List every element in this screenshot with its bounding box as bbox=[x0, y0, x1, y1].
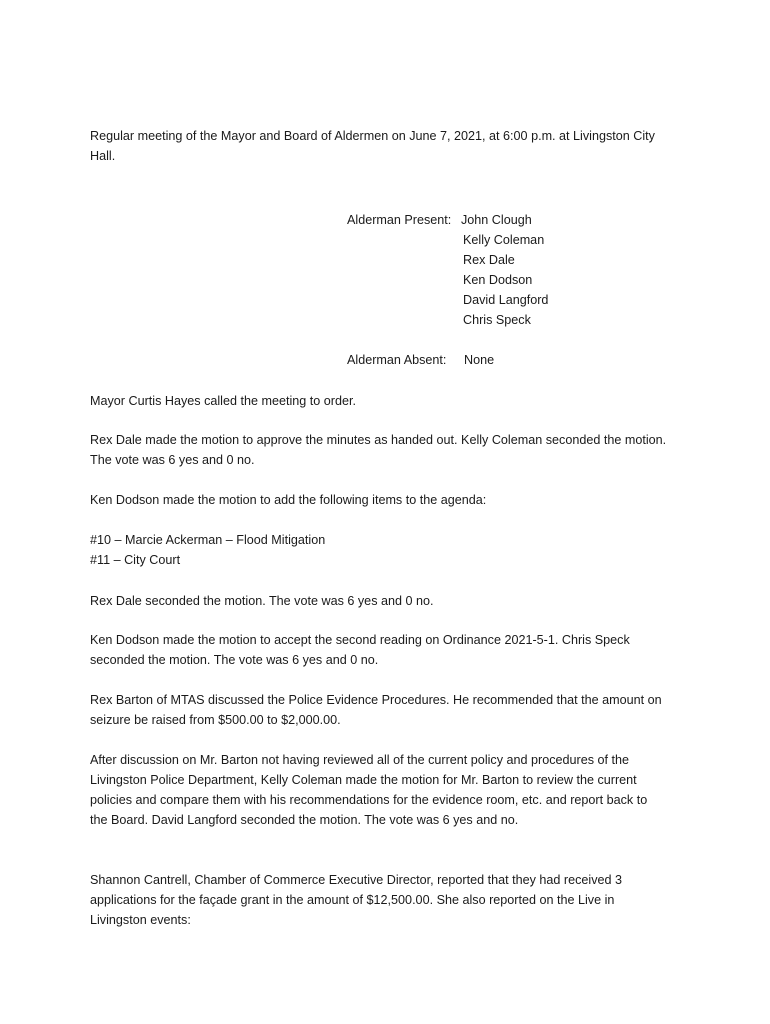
paragraph-call-to-order bbox=[90, 391, 690, 411]
heading-line: Regular meeting of the Mayor and Board of Aldermen on June 7, 2021, at 6:00 p.m. at Livingston City bbox=[90, 129, 655, 143]
text-line: Shannon Cantrell, Chamber of Commerce Executive Director, reported that they had received 3 bbox=[90, 873, 623, 887]
paragraph-minutes bbox=[90, 430, 690, 470]
text-line: The vote was 6 yes and 0 no. bbox=[90, 453, 255, 467]
text-line: seizure be raised from $500.00 to $2,000.00. bbox=[90, 713, 341, 727]
text-line: Rex Dale seconded the motion. The vote was 6 yes and 0 no. bbox=[90, 594, 434, 608]
text-line: Livingston Police Department, Kelly Coleman made the motion for Mr. Barton to review the current bbox=[90, 773, 637, 787]
text-line: Ken Dodson made the motion to add the following items to the agenda: bbox=[90, 493, 487, 507]
present-member: Kelly Coleman bbox=[463, 233, 545, 247]
present-label: Alderman Present: bbox=[347, 213, 452, 227]
present-member: Ken Dodson bbox=[463, 273, 533, 287]
text-line: the Board. David Langford seconded the motion. The vote was 6 yes and no. bbox=[90, 813, 519, 827]
agenda-item: #11 – City Court bbox=[90, 553, 181, 567]
present-member: Rex Dale bbox=[463, 253, 515, 267]
paragraph-agenda-motion bbox=[90, 490, 690, 510]
text-line: Livingston events: bbox=[90, 913, 191, 927]
heading-line: Hall. bbox=[90, 149, 116, 163]
absent-value: None bbox=[464, 353, 495, 367]
text-line: Rex Dale made the motion to approve the minutes as handed out. Kelly Coleman seconded the motion. bbox=[90, 433, 667, 447]
text-line: seconded the motion. The vote was 6 yes and 0 no. bbox=[90, 653, 379, 667]
paragraph-agenda-second bbox=[90, 591, 690, 611]
agenda-items-list bbox=[90, 530, 690, 570]
present-member: Chris Speck bbox=[463, 313, 531, 327]
paragraph-evidence bbox=[90, 690, 690, 730]
text-line: applications for the façade grant in the amount of $12,500.00. She also reported on the Live in bbox=[90, 893, 615, 907]
text-line: policies and compare them with his recommendations for the evidence room, etc. and report back to bbox=[90, 793, 648, 807]
paragraph-ordinance bbox=[90, 630, 690, 670]
present-member: John Clough bbox=[461, 213, 532, 227]
text-line: Rex Barton of MTAS discussed the Police Evidence Procedures. He recommended that the amount on bbox=[90, 693, 662, 707]
text-line: Ken Dodson made the motion to accept the second reading on Ordinance 2021-5-1. Chris Speck bbox=[90, 633, 630, 647]
paragraph-review bbox=[90, 750, 690, 830]
text-line: After discussion on Mr. Barton not having reviewed all of the current policy and procedures of the bbox=[90, 753, 630, 767]
meeting-heading bbox=[90, 126, 690, 166]
agenda-item: #10 – Marcie Ackerman – Flood Mitigation bbox=[90, 533, 326, 547]
paragraph-chamber bbox=[90, 870, 690, 930]
absent-label: Alderman Absent: bbox=[347, 353, 447, 367]
present-member: David Langford bbox=[463, 293, 549, 307]
text-line: Mayor Curtis Hayes called the meeting to order. bbox=[90, 394, 356, 408]
